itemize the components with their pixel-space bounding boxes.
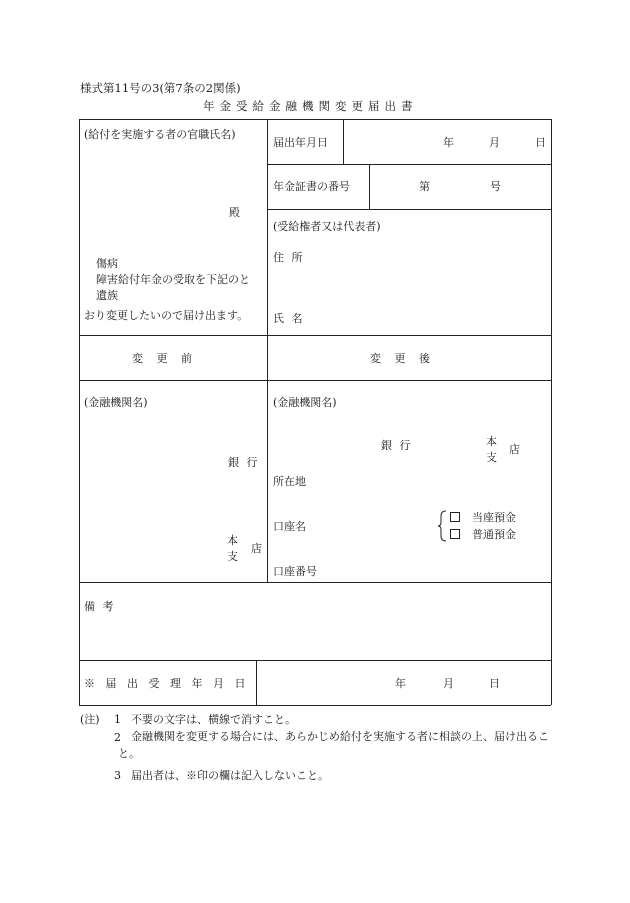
checkbox-icon[interactable] <box>450 529 460 539</box>
after-hon: 本 <box>486 435 497 448</box>
dono-label: 殿 <box>229 206 240 219</box>
receipt-month: 月 <box>443 677 454 690</box>
before-hon: 本 <box>227 534 238 547</box>
receipt-date-label: ※ 届 出 受 理 年 月 日 <box>84 677 249 690</box>
option-survivor: 遺族 <box>96 289 118 302</box>
receipt-day: 日 <box>489 677 500 690</box>
notes-prefix: (注) <box>80 713 100 726</box>
pension-cert-label: 年金証書の番号 <box>273 180 350 193</box>
before-change-header: 変 更 前 <box>132 352 197 365</box>
form-title: 年金受給金融機関変更届出書 <box>203 99 418 113</box>
before-ten: 店 <box>251 542 262 555</box>
cert-dai: 第 <box>419 180 430 193</box>
note-1-number: 1 <box>114 713 121 726</box>
recipient-label: (受給権者又は代表者) <box>273 220 381 233</box>
after-bank-label: 銀 行 <box>381 439 413 452</box>
remarks-label: 備 考 <box>84 600 116 613</box>
savings-account-option[interactable] <box>450 529 516 540</box>
option-disability-line <box>96 274 250 285</box>
filing-month: 月 <box>489 136 500 149</box>
filing-day: 日 <box>535 136 546 149</box>
note-3-number: 3 <box>114 769 121 782</box>
address-label: 住 所 <box>273 251 305 264</box>
after-institution-label: (金融機関名) <box>273 396 337 409</box>
cert-go: 号 <box>490 180 501 193</box>
benefit-text: 給付年金の受取を下記のと <box>118 273 250 286</box>
checkbox-icon[interactable] <box>450 512 460 522</box>
account-number-label: 口座番号 <box>273 565 317 578</box>
before-bank-label: 銀 行 <box>228 456 260 469</box>
closing-text: おり変更したいので届け出ます。 <box>84 309 249 322</box>
savings-account-label: 普通預金 <box>472 528 516 541</box>
form-number: 様式第11号の3(第7条の2関係) <box>80 81 241 95</box>
checking-account-label: 当座預金 <box>472 511 516 524</box>
brace-icon <box>437 510 447 542</box>
after-change-header: 変 更 後 <box>370 352 435 365</box>
after-shi: 支 <box>486 451 497 464</box>
filing-year: 年 <box>443 136 454 149</box>
after-ten: 店 <box>509 443 520 456</box>
before-shi: 支 <box>227 550 238 563</box>
before-institution-label: (金融機関名) <box>84 396 148 409</box>
filing-date-label: 届出年月日 <box>273 136 328 149</box>
name-label: 氏 名 <box>273 312 305 325</box>
official-name-label: (給付を実施する者の官職氏名) <box>84 128 236 141</box>
note-2-text: 金融機関を変更する場合には、あらかじめ給付を実施する者に相談の上、届け出ること。 <box>118 730 549 760</box>
note-1-text: 不要の文字は、横線で消すこと。 <box>131 713 296 726</box>
note-2-number: 2 <box>114 731 121 744</box>
receipt-year: 年 <box>395 677 406 690</box>
location-label: 所在地 <box>273 475 306 488</box>
account-name-label: 口座名 <box>273 520 306 533</box>
note-3-text: 届出者は、※印の欄は記入しないこと。 <box>131 769 329 782</box>
option-disability: 障害 <box>96 273 118 286</box>
checking-account-option[interactable] <box>450 512 516 523</box>
option-injury: 傷病 <box>96 257 118 270</box>
